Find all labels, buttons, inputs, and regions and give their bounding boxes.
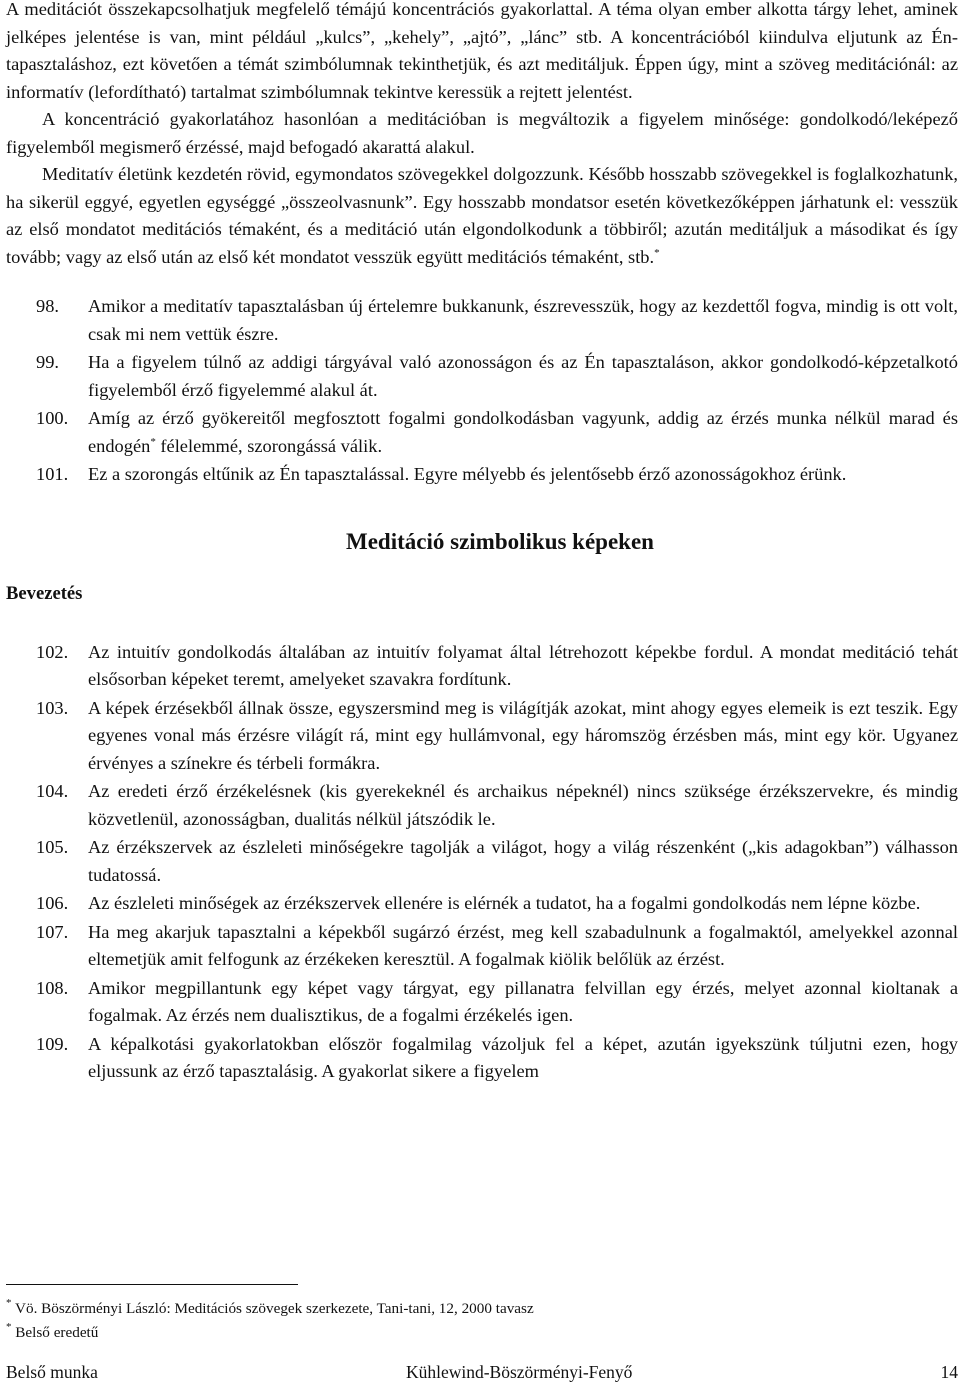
list-item bbox=[6, 1031, 958, 1086]
item-number: 98. bbox=[36, 296, 59, 316]
footnote-mark: * bbox=[6, 1321, 12, 1333]
list-item bbox=[6, 461, 958, 489]
item-text: Amikor megpillantunk egy képet vagy tárgyat, egy pillanatra felvillan egy érzés, melyet azonnal kioltanak a fogalmak. Az érzés nem dualisztikus, de a fogalmi érzékelés igen. bbox=[88, 977, 958, 1025]
footnote-ref: * bbox=[150, 435, 156, 448]
document-page bbox=[6, 0, 958, 1087]
footnote bbox=[6, 1321, 534, 1345]
item-number: 101. bbox=[36, 464, 69, 484]
list-item bbox=[6, 405, 958, 460]
intro-paragraph-1: A meditációt összekapcsolhatjuk megfelelő témájú koncentrációs gyakorlattal. A téma olyan ember alkotta tárgy lehet, aminek jelképes jelentése is van, mint például „kulcs”, „kehely”, „ajtó”, „lánc” stb. A koncentrációból kiindulva eljutunk az Én-tapasztaláshoz, ezt követően a témát szimbólumnak tekinthetjük, és azt meditáljuk. Éppen úgy, mint a szöveg meditációnál: az informatív (lefordítható) tartalmat szimbólumnak tekintve keressük a rejtett jelentést. bbox=[6, 0, 958, 102]
item-number: 100. bbox=[36, 408, 69, 428]
item-text: Amikor a meditatív tapasztalásban új értelemre bukkanunk, észrevesszük, hogy az kezdettől fogva, mindig is ott volt, csak mi nem vettük észre. bbox=[88, 296, 958, 344]
footnote-text: Vö. Böszörményi László: Meditációs szövegek szerkezete, Tani-tani, 12, 2000 tavasz bbox=[11, 1300, 534, 1317]
numbered-list-b bbox=[6, 639, 958, 1086]
item-number: 108. bbox=[36, 977, 69, 998]
intro-paragraph-3 bbox=[6, 161, 958, 271]
footer-left: Belső munka bbox=[6, 1362, 98, 1382]
item-number: 99. bbox=[36, 352, 59, 372]
page-footer bbox=[6, 1362, 958, 1383]
list-item bbox=[6, 349, 958, 404]
item-text: Az eredeti érző érzékelésnek (kis gyerekeknél és archaikus népeknél) nincs szüksége érzékszervekre, és mindig közvetlenül, azonosságban, dualitás nélkül játszódik le. bbox=[88, 781, 958, 829]
item-text: Ha a figyelem túlnő az addigi tárgyával való azonosságon és az Én tapasztaláson, akkor gondolkodó-képzetalkotó figyelemből érző figyelemmé alakul át. bbox=[88, 352, 958, 400]
footnote bbox=[6, 1297, 534, 1321]
item-number: 104. bbox=[36, 781, 69, 801]
list-item bbox=[6, 293, 958, 348]
item-number: 105. bbox=[36, 837, 69, 857]
footnote-text: Belső eredetű bbox=[11, 1324, 99, 1341]
item-number: 103. bbox=[36, 697, 69, 718]
footnote-mark: * bbox=[6, 1297, 12, 1309]
numbered-list-a bbox=[6, 293, 958, 489]
intro-paragraph-3-text: Meditatív életünk kezdetén rövid, egymondatos szövegekkel dolgozzunk. Később hosszabb szövegekkel is foglalkozhatunk, ha sikerül eggyé, egyetlen egységgé „összeolvasnunk”. Egy hosszabb mondatsor esetén következőképpen járhatunk el: vesszük az első mondatot meditációs témaként, és a meditáció után elgondolkodunk a többiről; azután meditáljuk a másodikat és így tovább; vagy az első után az első két mondatot vesszük együtt meditációs témaként, stb. bbox=[6, 164, 958, 267]
item-text: Az észleleti minőségek az érzékszervek ellenére is elérnék a tudatot, ha a fogalmi gondolkodás nem lépne közbe. bbox=[88, 893, 921, 913]
footnote-divider bbox=[6, 1284, 298, 1285]
item-text: Az érzékszervek az észleleti minőségekre tagolják a világot, hogy a világ részenként („kis adagokban”) válhasson tudatossá. bbox=[88, 837, 958, 885]
list-item bbox=[6, 695, 958, 778]
list-item bbox=[6, 834, 958, 889]
item-number: 109. bbox=[36, 1033, 69, 1054]
list-item bbox=[6, 639, 958, 694]
section-heading: Meditáció szimbolikus képeken bbox=[346, 528, 654, 554]
footer-center: Kühlewind-Böszörményi-Fenyő bbox=[405, 1362, 633, 1382]
list-item bbox=[6, 975, 958, 1030]
item-text-continued: félelemmé, szorongássá válik. bbox=[155, 435, 383, 456]
footnotes bbox=[6, 1297, 534, 1345]
item-number: 107. bbox=[36, 921, 69, 942]
subsection-heading: Bevezetés bbox=[6, 582, 83, 604]
item-number: 106. bbox=[36, 893, 69, 913]
intro-paragraph-2: A koncentráció gyakorlatához hasonlóan a meditációban is megváltozik a figyelem minősége: gondolkodó/leképező figyelemből megismerő érzéssé, majd befogadó akarattá alakul. bbox=[6, 109, 958, 157]
item-text: Amíg az érző gyökereitől megfosztott fogalmi gondolkodásban vagyunk, addig az érzés munka nélkül marad és endogén bbox=[88, 408, 958, 456]
page-number: 14 bbox=[940, 1362, 958, 1382]
item-text: A képalkotási gyakorlatokban először fogalmilag vázoljuk fel a képet, azután igyekszünk túljutni ezen, hogy eljussunk az érző tapasztalásig. A gyakorlat sikere a figyelem bbox=[88, 1033, 958, 1081]
item-number: 102. bbox=[36, 641, 69, 662]
list-item bbox=[6, 778, 958, 833]
list-item bbox=[6, 919, 958, 974]
item-text: A képek érzésekből állnak össze, egyszersmind meg is világítják azokat, mint ahogy egyes elemeik is ezt teszik. Egy egyenes vonal más érzésre világít rá, mint egy hullámvonal, egy háromszög érzésben más, mint egy kör. Ugyanez érvényes a színekre és térbeli formákra. bbox=[88, 697, 958, 773]
list-item bbox=[6, 890, 958, 918]
footnote-ref: * bbox=[654, 246, 660, 259]
item-text: Ha meg akarjuk tapasztalni a képekből sugárzó érzést, meg kell szabadulnunk a fogalmaktól, amelyekkel azonnal eltemetjük amit felfogunk az érzékeken keresztül. A fogalmak kiölik belőlük az érzést. bbox=[88, 921, 958, 969]
item-text: Az intuitív gondolkodás általában az intuitív folyamat által létrehozott képekbe fordul. A mondat meditáció tehát elsősorban képeket teremt, amelyeket szavakra fordítunk. bbox=[88, 641, 958, 689]
item-text: Ez a szorongás eltűnik az Én tapasztalással. Egyre mélyebb és jelentősebb érző azonosságokhoz érünk. bbox=[88, 464, 847, 484]
